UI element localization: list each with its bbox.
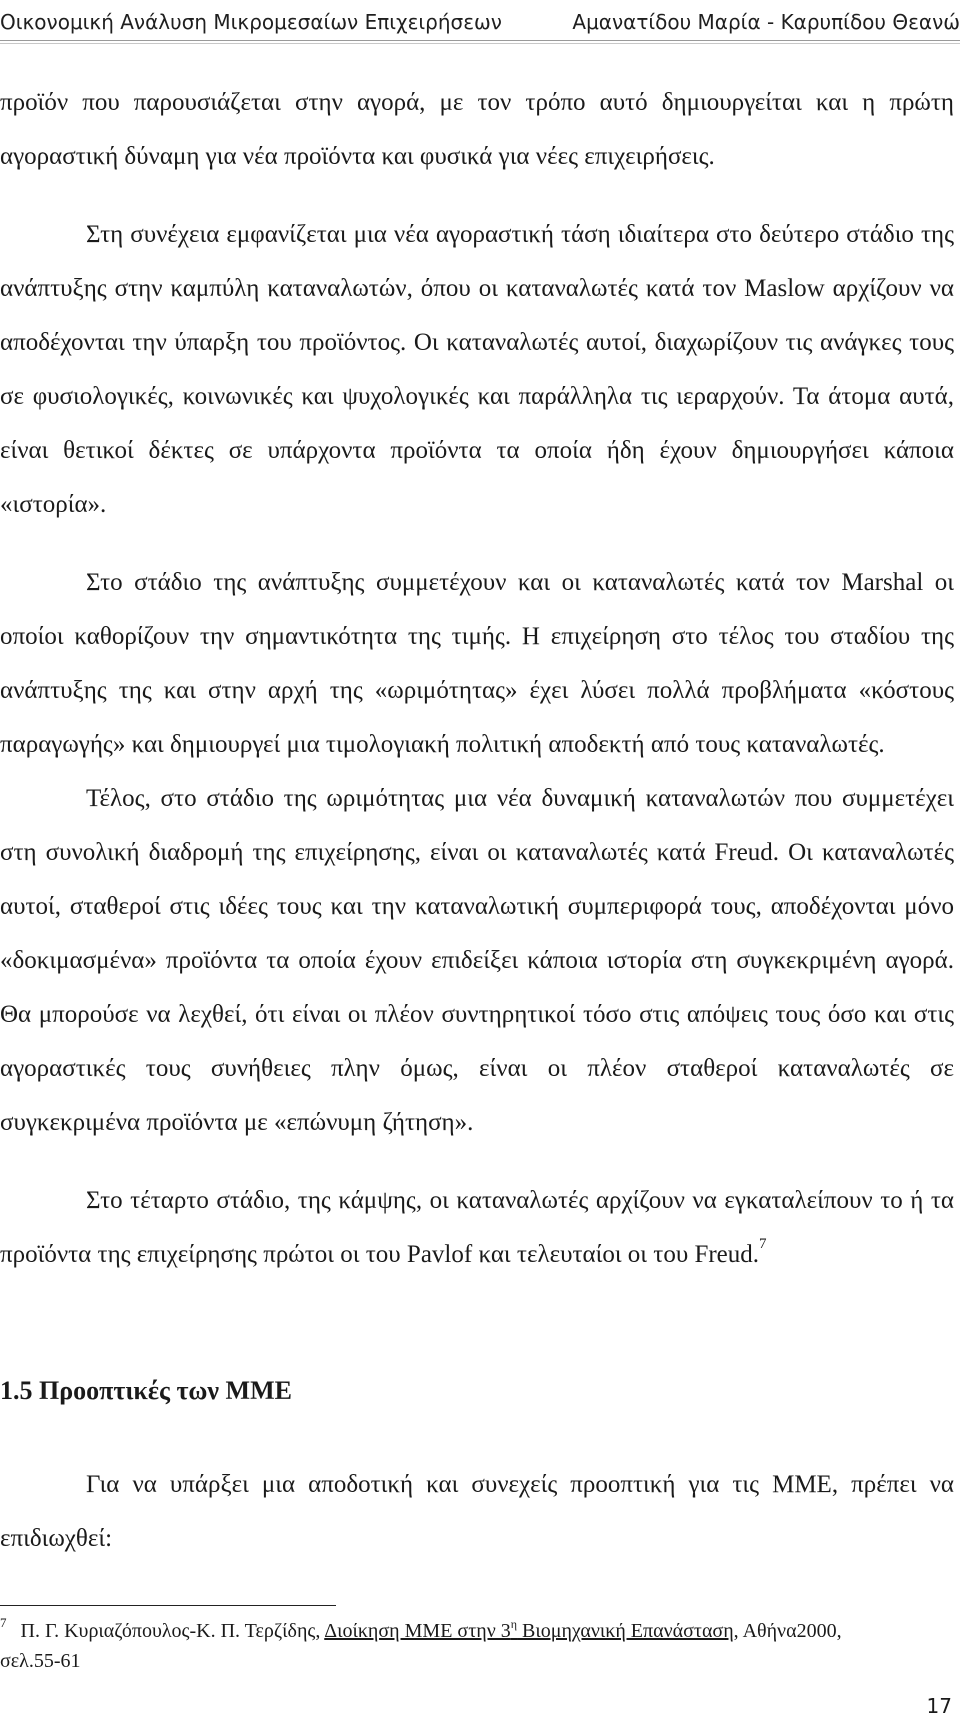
footnote-separator [0, 1605, 336, 1606]
footnote-book-title-text: Διοίκηση ΜΜΕ στην 3 [324, 1620, 511, 1642]
paragraph-decline [0, 1174, 954, 1282]
header-rule-secondary [0, 43, 960, 44]
footnote-title-superscript: η [510, 1617, 518, 1631]
header-title: Οικονομική Ανάλυση Μικρομεσαίων Επιχειρήσεων [0, 10, 502, 34]
page-number: 17 [926, 1694, 952, 1718]
footnote-authors: Π. Γ. Κυριαζόπουλος-Κ. Π. Τερζίδης, [20, 1620, 325, 1642]
header-rule [0, 40, 960, 41]
section-heading: 1.5 Προοπτικές των ΜΜΕ [0, 1376, 292, 1405]
footnote [0, 1616, 900, 1676]
footnote-publication: , Αθήνα2000, σελ.55-61 [0, 1620, 842, 1672]
paragraph-marshal: Στο στάδιο της ανάπτυξης συμμετέχουν και οι καταναλωτές κατά τον Marshal οι οποίοι καθορίζουν την σημαντικότητα της τιμής. Η επιχείρηση στο τέλος του σταδίου της ανάπτυξης της και στην αρχή της «ωριμότητας» έχει λύσει πολλά προβλήματα «κόστους παραγωγής» και δημιουργεί μια τιμολογιακή πολιτική αποδεκτή από τους καταναλωτές. [0, 569, 954, 758]
footnote-book-title [324, 1617, 734, 1642]
paragraph-decline-text: Στο τέταρτο στάδιο, της κάμψης, οι καταναλωτές αρχίζουν να εγκαταλείπουν το ή τα προϊόντα της επιχείρησης πρώτοι οι του Pavlof και τελευταίοι οι του Freud. [0, 1187, 954, 1268]
running-header [0, 6, 960, 42]
header-authors: Αμανατίδου Μαρία - Καρυπίδου Θεανώ [572, 10, 960, 34]
paragraph-maslow: Στη συνέχεια εμφανίζεται μια νέα αγοραστική τάση ιδιαίτερα στο δεύτερο στάδιο της ανάπτυξης στην καμπύλη καταναλωτών, όπου οι καταναλωτές κατά τον Maslow αρχίζουν να αποδέχονται την ύπαρξη του προϊόντος. Οι καταναλωτές αυτοί, διαχωρίζουν τις ανάγκες τους σε φυσιολογικές, κοινωνικές και ψυχολογικές και παράλληλα τις ιεραρχούν. Τα άτομα αυτά, είναι θετικοί δέκτες σε υπάρχοντα προϊόντα τα οποία ήδη έχουν δημιουργήσει κάποια «ιστορία». [0, 221, 954, 518]
page-body [0, 76, 954, 1566]
paragraph-freud: Τέλος, στο στάδιο της ωριμότητας μια νέα δυναμική καταναλωτών που συμμετέχει στη συνολική διαδρομή της επιχείρησης, είναι οι καταναλωτές κατά Freud. Οι καταναλωτές αυτοί, σταθεροί στις ιδέες τους και την καταναλωτική συμπεριφορά τους, αποδέχονται μόνο «δοκιμασμένα» προϊόντα τα οποία έχουν επιδείξει κάποια ιστορία στη συγκεκριμένη αγορά. Θα μπορούσε να λεχθεί, ότι είναι οι πλέον συντηρητικοί τόσο στις απόψεις τους όσο και στις αγοραστικές τους συνήθειες πλην όμως, είναι οι πλέον σταθεροί καταναλωτές σε συγκεκριμένα προϊόντα με «επώνυμη ζήτηση». [0, 785, 954, 1136]
paragraph-continuation: προϊόν που παρουσιάζεται στην αγορά, με τον τρόπο αυτό δημιουργείται και η πρώτη αγοραστική δύναμη για νέα προϊόντα και φυσικά για νέες επιχειρήσεις. [0, 89, 954, 170]
footnote-number: 7 [0, 1615, 7, 1630]
footnote-book-title-rest: Βιομηχανική Επανάσταση [517, 1620, 734, 1642]
footnote-reference[interactable]: 7 [759, 1236, 767, 1252]
section-paragraph: Για να υπάρξει μια αποδοτική και συνεχείς προοπτική για τις ΜΜΕ, πρέπει να επιδιωχθεί: [0, 1471, 954, 1552]
